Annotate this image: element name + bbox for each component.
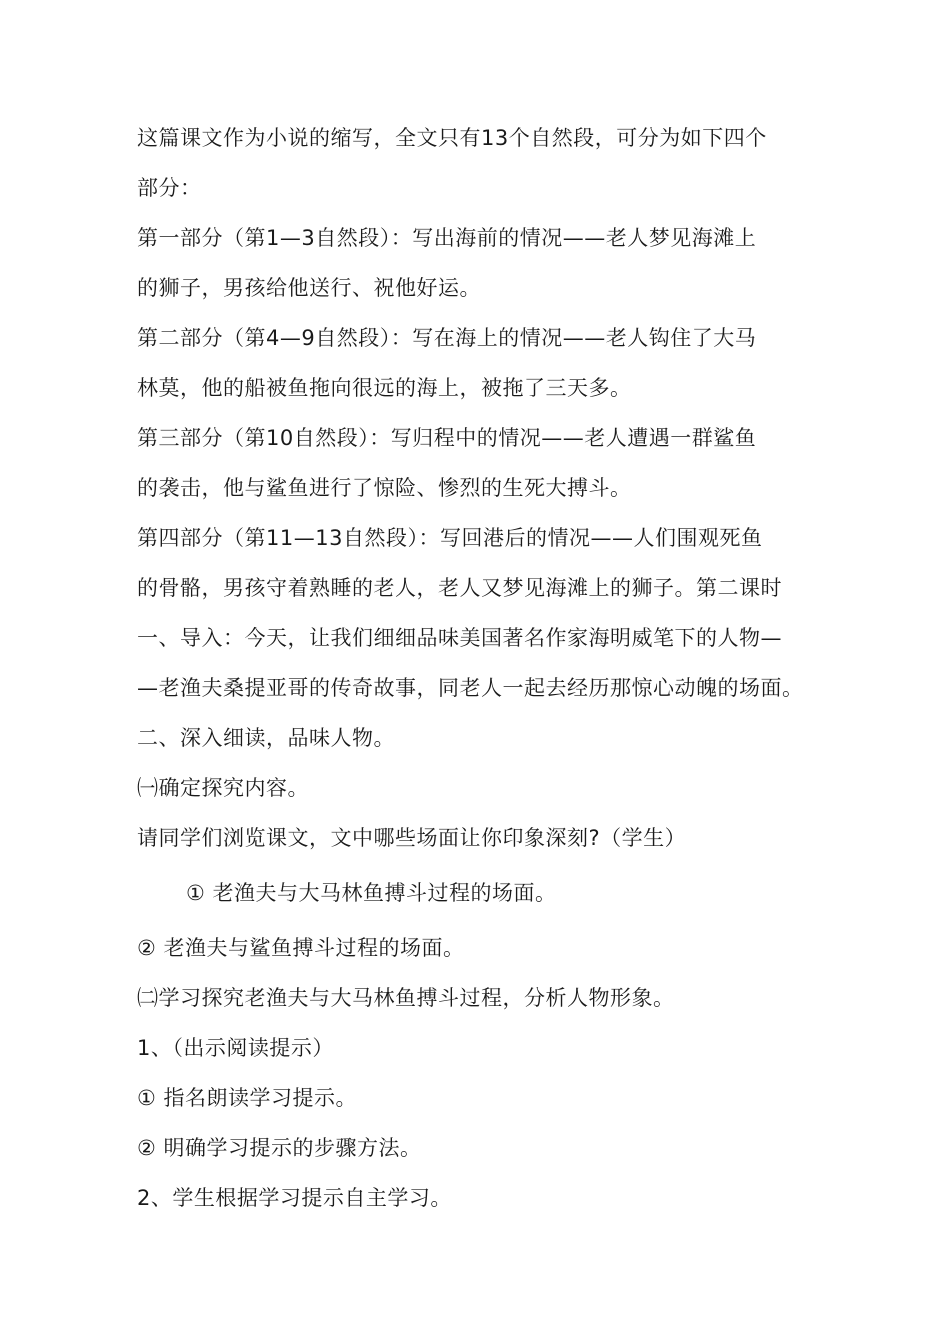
text-line: 第四部分（第11—13自然段）：写回港后的情况——人们围观死鱼 [137, 526, 763, 550]
text-line: 的狮子，男孩给他送行、祝他好运。 [137, 276, 481, 300]
text-line: ② 老渔夫与鲨鱼搏斗过程的场面。 [137, 936, 465, 960]
text-line: 1、（出示阅读提示） [137, 1036, 334, 1060]
text-line: 这篇课文作为小说的缩写，全文只有13个自然段，可分为如下四个 [137, 126, 767, 150]
text-line: ① 老渔夫与大马林鱼搏斗过程的场面。 [186, 881, 557, 905]
text-line: 一、导入：今天，让我们细细品味美国著名作家海明威笔下的人物— [137, 626, 782, 650]
text-line: 的袭击，他与鲨鱼进行了惊险、惨烈的生死大搏斗。 [137, 476, 632, 500]
text-line: 部分： [137, 176, 202, 200]
text-line: ㈡学习探究老渔夫与大马林鱼搏斗过程，分析人物形象。 [137, 986, 675, 1010]
text-line: 的骨骼，男孩守着熟睡的老人，老人又梦见海滩上的狮子。第二课时 [137, 576, 782, 600]
text-line: —老渔夫桑提亚哥的传奇故事，同老人一起去经历那惊心动魄的场面。 [137, 676, 804, 700]
text-line: 2、学生根据学习提示自主学习。 [137, 1186, 452, 1210]
text-line: ② 明确学习提示的步骤方法。 [137, 1136, 422, 1160]
text-line: 第一部分（第1—3自然段）：写出海前的情况——老人梦见海滩上 [137, 226, 757, 250]
text-line: 二、深入细读，品味人物。 [137, 726, 395, 750]
text-line: 请同学们浏览课文，文中哪些场面让你印象深刻?（学生） [137, 826, 687, 850]
text-line: 第二部分（第4—9自然段）：写在海上的情况——老人钩住了大马 [137, 326, 757, 350]
text-line: ① 指名朗读学习提示。 [137, 1086, 358, 1110]
text-line: 林莫，他的船被鱼拖向很远的海上，被拖了三天多。 [137, 376, 632, 400]
text-line: ㈠确定探究内容。 [137, 776, 309, 800]
text-line: 第三部分（第10自然段）：写归程中的情况——老人遭遇一群鲨鱼 [137, 426, 757, 450]
